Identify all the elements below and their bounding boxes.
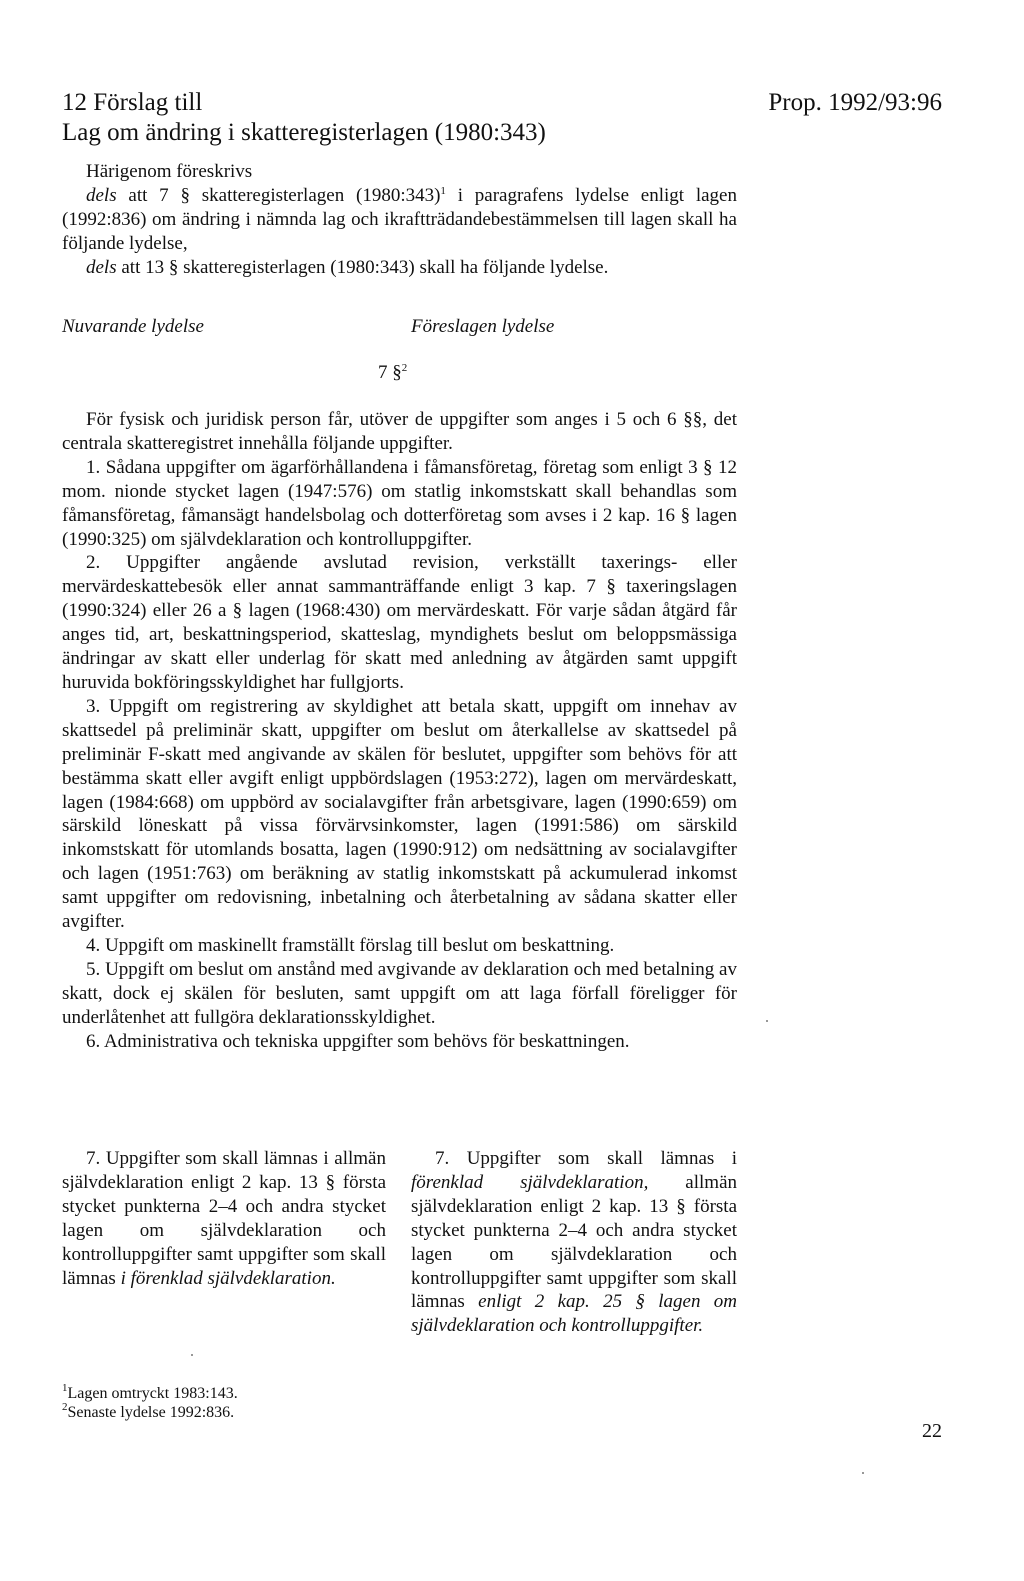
section-title: 12 Förslag till <box>62 89 203 116</box>
list-item-5: 5. Uppgift om beslut om anstånd med avgivande av deklaration och med betalning av skatt, dock ej skälen för besluten, samt uppgift om att laga förfall föreligger för underlåtenhet att fullgöra deklarationsskyldighet. <box>62 958 737 1028</box>
intro-block <box>62 160 737 280</box>
section-intro-paragraph: För fysisk och juridisk person får, utöver de uppgifter som anges i 5 och 6 §§, det centrala skatteregistret innehålla följande uppgifter. <box>62 409 737 454</box>
law-title: Lag om ändring i skatteregisterlagen (1980:343) <box>62 119 546 146</box>
scan-speck <box>191 1354 193 1356</box>
section-label: 7 § <box>378 362 402 383</box>
footnote-1-number: 1 <box>62 1382 68 1394</box>
document-reference: Prop. 1992/93:96 <box>768 89 942 116</box>
list-item-4: 4. Uppgift om maskinellt framställt förslag till beslut om beskattning. <box>86 934 615 956</box>
page-number: 22 <box>922 1420 942 1442</box>
item7-current-text <box>62 1147 386 1290</box>
footnote-2-text: Senaste lydelse 1992:836. <box>67 1404 235 1421</box>
item7-current-emphasis: i förenklad självdeklaration. <box>120 1267 336 1289</box>
section-marker <box>378 362 407 384</box>
list-item-6: 6. Administrativa och tekniska uppgifter som behövs för beskattningen. <box>86 1030 630 1052</box>
column-header-current: Nuvarande lydelse <box>62 316 204 337</box>
footnote-ref-1: 1 <box>440 184 446 197</box>
footnote-2 <box>62 1403 238 1422</box>
item7-proposed-body-a: 7. Uppgifter som skall lämnas i <box>435 1148 737 1169</box>
item7-proposed-text <box>411 1147 737 1338</box>
scan-speck <box>766 1020 768 1022</box>
list-item-3: 3. Uppgift om registrering av skyldighet att betala skatt, uppgift om innehav av skattsedel på preliminär skatt, uppgifter om beslut om återkallelse av skattsedel på preliminär F-skatt med angivande av skälen för beslutet, uppgifter som behövs för att bestämma skatt eller avgift enligt uppbördslagen (1953:272), lagen om mervärdeskatt, lagen (1984:668) om uppbörd av socialavgifter från arbetsgivare, lagen (1990:659) om särskild löneskatt på vissa förvärvsinkomster, lagen (1991:586) om särskild inkomstskatt för utomlands bosatta, lagen (1990:912) om nedsättning av socialavgifter och lagen (1951:763) om beräkning av statlig inkomstskatt på ackumulerad inkomst samt uppgifter om redovisning, inbetalning och återbetalning av sådana skatter eller avgifter. <box>62 695 737 933</box>
item7-proposed-emphasis-1: förenklad självdeklaration, <box>411 1171 649 1193</box>
intro-paragraph-2 <box>62 256 737 280</box>
intro-p2-text: att 13 § skatteregisterlagen (1980:343) skall ha följande lydelse. <box>116 256 609 278</box>
column-header-proposed: Föreslagen lydelse <box>411 316 555 337</box>
intro-lead: Härigenom föreskrivs <box>86 161 253 182</box>
item7-proposed-emphasis-2: enligt 2 kap. 25 § lagen om självdeklaration och kontrolluppgifter. <box>411 1291 737 1337</box>
item7-current-body: 7. Uppgifter som skall lämnas i allmän självdeklaration enligt 2 kap. 13 § första stycket punkterna 2–4 och andra stycket lagen om självdeklaration och kontrolluppgifter samt uppgifter som skall lämnas <box>62 1148 386 1289</box>
footnote-2-number: 2 <box>62 1401 68 1413</box>
intro-p1-text-a: att 7 § skatteregisterlagen (1980:343) <box>116 184 441 206</box>
intro-p1-emphasis: dels <box>86 184 117 206</box>
intro-p2-emphasis: dels <box>86 256 117 278</box>
footnote-1 <box>62 1384 238 1403</box>
footnote-ref-2: 2 <box>401 362 408 374</box>
intro-p1-text-b: i paragrafens lydelse enligt lagen (1992:836) om ändring i nämnda lag och ikraftträdandebestämmelsen till lagen skall ha följande lydelse, <box>62 184 737 254</box>
list-item-1: 1. Sådana uppgifter om ägarförhållandena i fåmansföretag, företag som enligt 3 § 12 mom. nionde stycket lagen (1947:576) om statlig inkomstskatt skall behandlas som fåmansföretag, fåmansägt handelsbolag och dotterföretag som avses i 2 kap. 16 § lagen (1990:325) om självdeklaration och kontrolluppgifter. <box>62 456 737 550</box>
intro-paragraph-1 <box>62 184 737 256</box>
list-item-2: 2. Uppgifter angående avslutad revision, verkställt taxerings- eller mervärdeskattebesök eller annat sammanträffande enligt 3 kap. 7 § taxeringslagen (1990:324) eller 26 a § lagen (1968:430) om mervärdeskatt. För varje sådan åtgärd får anges tid, art, beskattningsperiod, skatteslag, myndighets beslut om beloppsmässiga ändringar av skatt eller underlag för skatt med anledning av åtgärden samt uppgift huruvida bokföringsskyldighet har fullgjorts. <box>62 552 737 693</box>
section-body <box>62 408 737 1053</box>
scan-speck <box>862 1472 864 1474</box>
item7-proposed-body-b: allmän självdeklaration enligt 2 kap. 13 § första stycket punkterna 2–4 och andra stycket lagen om självdeklaration och kontrolluppgifter samt uppgifter som skall lämnas <box>411 1171 737 1313</box>
footnotes <box>62 1384 238 1422</box>
footnote-1-text: Lagen omtryckt 1983:143. <box>67 1385 238 1402</box>
